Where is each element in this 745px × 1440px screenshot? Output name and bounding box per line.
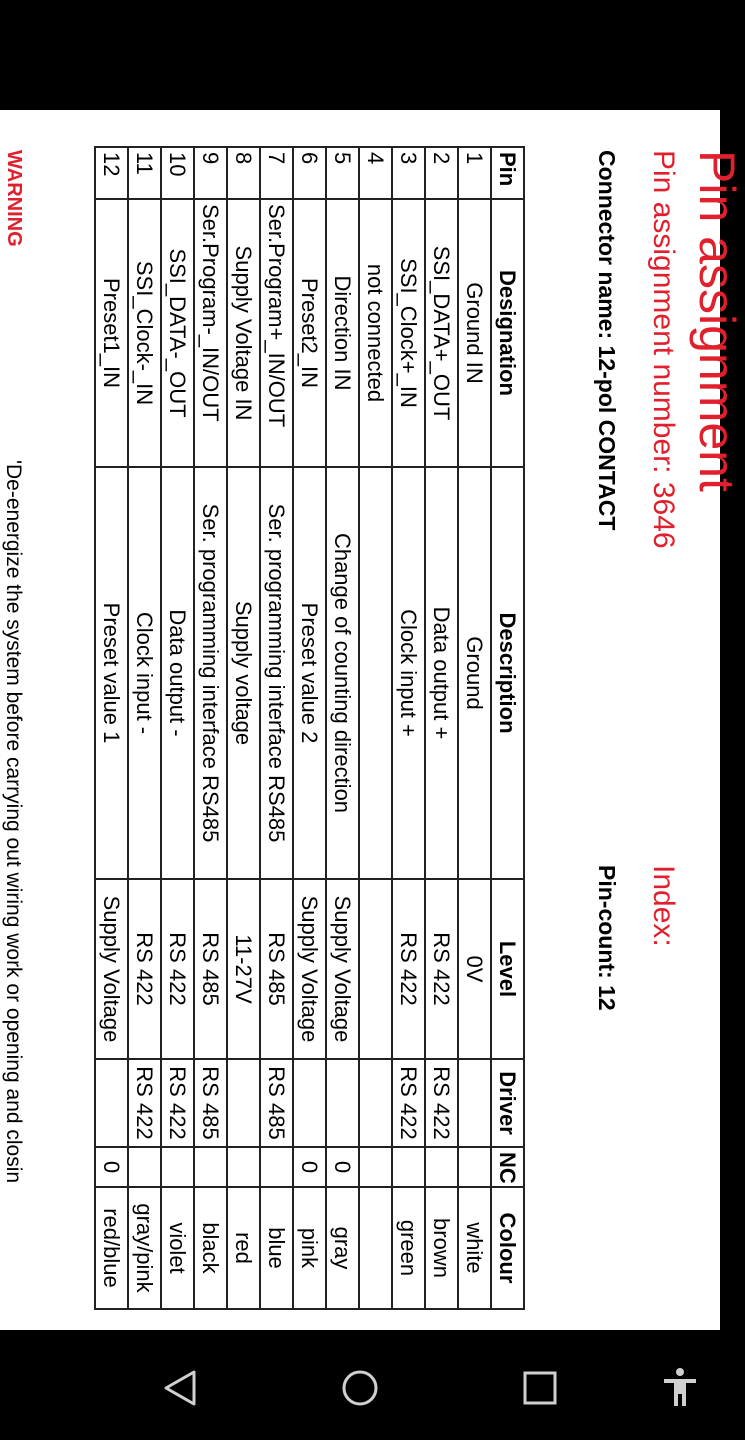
table-row <box>194 147 227 1309</box>
cell-description: Preset value 2 <box>293 467 326 879</box>
table-row <box>293 147 326 1309</box>
back-triangle-icon <box>162 1368 198 1413</box>
cell-level: RS 422 <box>128 879 161 1059</box>
cell-pin: 3 <box>392 147 425 199</box>
cell-driver <box>458 1059 491 1147</box>
cell-description <box>359 467 392 879</box>
cell-level: RS 485 <box>194 879 227 1059</box>
cell-nc <box>194 1147 227 1187</box>
recents-square-icon <box>522 1370 558 1411</box>
cell-level: RS 422 <box>392 879 425 1059</box>
cell-description: Clock input - <box>128 467 161 879</box>
table-row <box>326 147 359 1309</box>
recents-button[interactable] <box>510 1360 570 1420</box>
cell-driver <box>227 1059 260 1147</box>
table-row <box>161 147 194 1309</box>
cell-driver <box>95 1059 128 1147</box>
cell-driver: RS 485 <box>194 1059 227 1147</box>
accessibility-person-icon <box>660 1366 700 1415</box>
cell-description: Ser. programming interface RS485 <box>260 467 293 879</box>
cell-colour: violet <box>161 1187 194 1309</box>
back-button[interactable] <box>150 1360 210 1420</box>
cell-nc <box>458 1147 491 1187</box>
cell-designation: SSI_Clock+_IN <box>392 199 425 467</box>
cell-pin: 12 <box>95 147 128 199</box>
cell-colour: red/blue <box>95 1187 128 1309</box>
table-row <box>260 147 293 1309</box>
cell-nc: 0 <box>293 1147 326 1187</box>
cell-nc <box>260 1147 293 1187</box>
navigation-bar <box>0 1330 720 1440</box>
cell-level: Supply Voltage <box>326 879 359 1059</box>
cell-pin: 6 <box>293 147 326 199</box>
cell-designation: Preset2_IN <box>293 199 326 467</box>
cell-colour: brown <box>425 1187 458 1309</box>
accessibility-button[interactable] <box>650 1360 710 1420</box>
cell-nc <box>128 1147 161 1187</box>
cell-pin: 11 <box>128 147 161 199</box>
cell-nc <box>392 1147 425 1187</box>
pin-count-label: Pin-count: <box>594 865 620 979</box>
cell-designation: Preset1_IN <box>95 199 128 467</box>
table-row <box>392 147 425 1309</box>
cell-pin: 5 <box>326 147 359 199</box>
cell-pin: 1 <box>458 147 491 199</box>
cell-designation: not connected <box>359 199 392 467</box>
cell-designation: SSI_DATA+_OUT <box>425 199 458 467</box>
cell-designation: Ser.Program+_IN/OUT <box>260 199 293 467</box>
cell-level: RS 422 <box>425 879 458 1059</box>
cell-driver: RS 422 <box>392 1059 425 1147</box>
table-row <box>458 147 491 1309</box>
cell-pin: 4 <box>359 147 392 199</box>
cell-level <box>359 879 392 1059</box>
cell-level: Supply Voltage <box>95 879 128 1059</box>
header-designation: Designation <box>491 199 524 467</box>
document-title: Pin assignment <box>689 150 745 492</box>
pin-assignment-number: Pin assignment number: 3646 <box>647 150 680 549</box>
home-button[interactable] <box>330 1360 390 1420</box>
warning-label: WARNING <box>3 150 25 247</box>
cell-colour: black <box>194 1187 227 1309</box>
cell-nc <box>227 1147 260 1187</box>
cell-level: RS 422 <box>161 879 194 1059</box>
header-nc: NC <box>491 1147 524 1187</box>
cell-level: 11-27V <box>227 879 260 1059</box>
cell-driver <box>326 1059 359 1147</box>
cell-level: 0V <box>458 879 491 1059</box>
warning-text: 'De-energize the system before carrying out wiring work or opening and closin <box>2 460 25 1184</box>
table-row <box>227 147 260 1309</box>
table-row <box>95 147 128 1309</box>
cell-level: Supply Voltage <box>293 879 326 1059</box>
header-description: Description <box>491 467 524 879</box>
cell-description: Supply voltage <box>227 467 260 879</box>
cell-colour: white <box>458 1187 491 1309</box>
table-row <box>425 147 458 1309</box>
cell-description: Change of counting direction <box>326 467 359 879</box>
rotated-document-page <box>0 110 745 1330</box>
cell-description: Ground <box>458 467 491 879</box>
cell-driver: RS 422 <box>161 1059 194 1147</box>
table-header-row <box>491 147 524 1309</box>
cell-pin: 9 <box>194 147 227 199</box>
cell-colour: gray/pink <box>128 1187 161 1309</box>
cell-nc <box>161 1147 194 1187</box>
connector-name-value: 12-pol CONTACT <box>594 345 620 531</box>
cell-driver <box>359 1059 392 1147</box>
table-row <box>359 147 392 1309</box>
table-row <box>128 147 161 1309</box>
cell-colour: gray <box>326 1187 359 1309</box>
cell-description: Data output + <box>425 467 458 879</box>
header-colour: Colour <box>491 1187 524 1309</box>
cell-driver <box>293 1059 326 1147</box>
cell-description: Preset value 1 <box>95 467 128 879</box>
home-circle-icon <box>340 1368 380 1413</box>
cell-nc: 0 <box>95 1147 128 1187</box>
cell-pin: 2 <box>425 147 458 199</box>
cell-description: Ser. programming interface RS485 <box>194 467 227 879</box>
cell-colour: red <box>227 1187 260 1309</box>
cell-colour: pink <box>293 1187 326 1309</box>
header-pin: Pin <box>491 147 524 199</box>
cell-pin: 10 <box>161 147 194 199</box>
cell-designation: Direction IN <box>326 199 359 467</box>
cell-driver: RS 422 <box>425 1059 458 1147</box>
connector-name <box>593 150 620 530</box>
cell-driver: RS 422 <box>128 1059 161 1147</box>
cell-description: Clock input + <box>392 467 425 879</box>
pin-assignment-table <box>94 146 525 1310</box>
cell-nc: 0 <box>326 1147 359 1187</box>
header-level: Level <box>491 879 524 1059</box>
index-label: Index: <box>647 865 680 947</box>
cell-colour: blue <box>260 1187 293 1309</box>
cell-driver: RS 485 <box>260 1059 293 1147</box>
cell-pin: 7 <box>260 147 293 199</box>
cell-nc <box>425 1147 458 1187</box>
header-driver: Driver <box>491 1059 524 1147</box>
cell-designation: SSI_Clock-_IN <box>128 199 161 467</box>
cell-designation: SSI_DATA-_OUT <box>161 199 194 467</box>
cell-colour <box>359 1187 392 1309</box>
cell-nc <box>359 1147 392 1187</box>
cell-designation: Ser.Program-_IN/OUT <box>194 199 227 467</box>
cell-description: Data output - <box>161 467 194 879</box>
pin-count-value: 12 <box>594 985 620 1011</box>
cell-designation: Ground IN <box>458 199 491 467</box>
cell-designation: Supply Voltage IN <box>227 199 260 467</box>
document-viewer[interactable] <box>0 110 745 1330</box>
cell-level: RS 485 <box>260 879 293 1059</box>
status-bar <box>0 0 720 110</box>
cell-colour: green <box>392 1187 425 1309</box>
cell-pin: 8 <box>227 147 260 199</box>
pin-count <box>593 865 620 1011</box>
connector-name-label: Connector name: <box>594 150 620 340</box>
